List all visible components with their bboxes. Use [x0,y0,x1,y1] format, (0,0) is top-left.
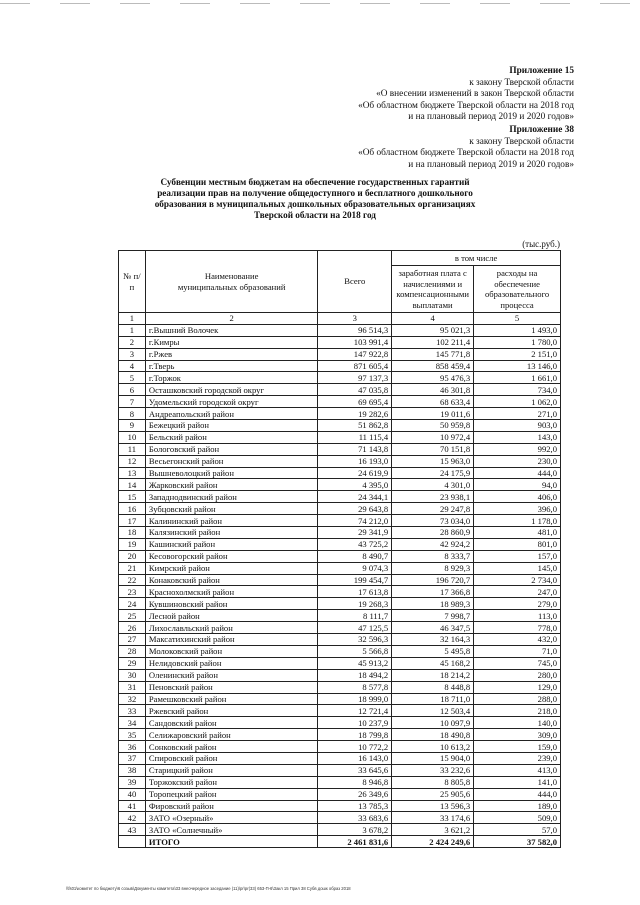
expenses-amount: 159,0 [474,741,561,753]
total-amount: 5 566,8 [318,645,392,657]
municipality-name: Молоковский район [145,645,318,657]
file-path-footer: \\fs01\комитет по бюджету\6 созыв\Документы комитета\33 внеочередное заседание (11)\pr\pr(33) 653-П-6\Закл 15 Прил 38 Субв дошк образ 2018 [66,886,351,891]
salary-amount: 18 490,8 [392,729,474,741]
header-salary: заработная плата с начислениями и компенсационными выплатами [392,266,474,313]
total-amount: 26 349,6 [318,788,392,800]
salary-amount: 8 333,7 [392,550,474,562]
municipality-name: Лихославльский район [145,622,318,634]
table-row [119,336,561,348]
expenses-amount: 1 178,0 [474,515,561,527]
appendix-line: «Об областном бюджете Тверской области на 2018 год [358,100,574,111]
total-amount: 8 490,7 [318,550,392,562]
total-amount: 16 143,0 [318,752,392,764]
col-number: 2 [145,313,318,325]
row-number: 27 [119,634,146,646]
table-row [119,717,561,729]
row-number: 36 [119,741,146,753]
municipality-name: Кесовогорский район [145,550,318,562]
salary-amount: 102 211,4 [392,336,474,348]
total-amount: 47 035,8 [318,384,392,396]
expenses-amount: 745,0 [474,657,561,669]
table-row [119,408,561,420]
municipality-name: Рамешковский район [145,693,318,705]
salary-amount: 10 613,2 [392,741,474,753]
municipality-name: Весьегонский район [145,455,318,467]
document-title: Субвенции местным бюджетам на обеспечение государственных гарантий реализации прав на получение общедоступного и бесплатного дошкольного образования в муниципальных дошкольных образовательных организациях Тверской области на 2018 год [154,177,476,220]
expenses-amount: 2 151,0 [474,348,561,360]
appendix-38-header [358,125,574,171]
row-number: 18 [119,527,146,539]
municipality-name: Пеновский район [145,681,318,693]
table-row [119,800,561,812]
salary-amount: 18 214,2 [392,669,474,681]
total-amount: 71 143,8 [318,443,392,455]
total-amount: 18 799,8 [318,729,392,741]
salary-amount: 7 998,7 [392,610,474,622]
salary-amount: 24 175,9 [392,467,474,479]
municipality-name: Осташковский городской округ [145,384,318,396]
expenses-amount: 1 493,0 [474,324,561,336]
row-number: 6 [119,384,146,396]
table-row [119,634,561,646]
appendix-heading: Приложение 15 [509,66,574,76]
table-row [119,503,561,515]
row-number: 29 [119,657,146,669]
table-row [119,645,561,657]
row-number: 33 [119,705,146,717]
salary-amount: 70 151,8 [392,443,474,455]
total-salary: 2 424 249,6 [392,836,474,848]
total-amount: 24 619,9 [318,467,392,479]
appendix-line: к закону Тверской области [469,77,574,88]
expenses-amount: 1 780,0 [474,336,561,348]
row-number: 1 [119,324,146,336]
salary-amount: 8 448,8 [392,681,474,693]
table-row [119,455,561,467]
table-row [119,372,561,384]
total-amount: 18 999,0 [318,693,392,705]
total-amount: 16 193,0 [318,455,392,467]
row-number: 43 [119,824,146,836]
total-num [119,836,146,848]
appendix-line: и на плановый период 2019 и 2020 годов» [408,112,574,123]
row-number: 32 [119,693,146,705]
total-amount: 74 212,0 [318,515,392,527]
municipality-name: Калязинский район [145,527,318,539]
table-row [119,824,561,836]
expenses-amount: 444,0 [474,467,561,479]
total-amount: 43 725,2 [318,538,392,550]
total-label: ИТОГО [145,836,318,848]
row-number: 2 [119,336,146,348]
table-row [119,527,561,539]
total-row [119,836,561,848]
total-amount: 8 577,8 [318,681,392,693]
row-number: 11 [119,443,146,455]
appendix-line: «О внесении изменений в закон Тверской области [376,89,574,100]
expenses-amount: 218,0 [474,705,561,717]
total-amount: 18 494,2 [318,669,392,681]
row-number: 17 [119,515,146,527]
row-number: 40 [119,788,146,800]
total-amount: 33 683,6 [318,812,392,824]
row-number: 19 [119,538,146,550]
table-row [119,443,561,455]
salary-amount: 46 301,8 [392,384,474,396]
total-amount: 17 613,8 [318,586,392,598]
total-amount: 29 643,8 [318,503,392,515]
expenses-amount: 903,0 [474,420,561,432]
table-row [119,657,561,669]
row-number: 12 [119,455,146,467]
municipality-name: Максатихинский район [145,634,318,646]
row-number: 22 [119,574,146,586]
expenses-amount: 432,0 [474,634,561,646]
total-amount: 29 341,9 [318,527,392,539]
expenses-amount: 271,0 [474,408,561,420]
table-row [119,431,561,443]
salary-amount: 12 503,4 [392,705,474,717]
table-row [119,538,561,550]
municipality-name: Оленинский район [145,669,318,681]
salary-amount: 50 959,8 [392,420,474,432]
header-including: в том числе [392,251,561,266]
header-total: Всего [318,251,392,313]
total-amount: 103 991,4 [318,336,392,348]
total-amount: 33 645,6 [318,764,392,776]
table-row [119,562,561,574]
municipality-name: Спировский район [145,752,318,764]
municipality-name: Вышневолоцкий район [145,467,318,479]
table-row [119,384,561,396]
header-name: Наименование муниципальных образований [145,251,318,313]
total-expenses: 37 582,0 [474,836,561,848]
expenses-amount: 279,0 [474,598,561,610]
row-number: 24 [119,598,146,610]
salary-amount: 4 301,0 [392,479,474,491]
header-num: № п/п [119,251,146,313]
row-number: 41 [119,800,146,812]
row-number: 13 [119,467,146,479]
row-number: 30 [119,669,146,681]
salary-amount: 3 621,2 [392,824,474,836]
municipality-name: Конаковский район [145,574,318,586]
table-row [119,360,561,372]
total-amount: 12 721,4 [318,705,392,717]
municipality-name: Торопецкий район [145,788,318,800]
municipality-name: Селижаровский район [145,729,318,741]
row-number: 42 [119,812,146,824]
table-row [119,669,561,681]
municipality-name: Зубцовский район [145,503,318,515]
salary-amount: 19 011,6 [392,408,474,420]
municipality-name: Бежецкий район [145,420,318,432]
salary-amount: 196 720,7 [392,574,474,586]
expenses-amount: 247,0 [474,586,561,598]
municipality-name: г.Кимры [145,336,318,348]
row-number: 10 [119,431,146,443]
row-number: 15 [119,491,146,503]
total-amount: 2 461 831,6 [318,836,392,848]
salary-amount: 10 972,4 [392,431,474,443]
total-amount: 871 605,4 [318,360,392,372]
table-row [119,610,561,622]
total-amount: 47 125,5 [318,622,392,634]
salary-amount: 8 805,8 [392,776,474,788]
salary-amount: 32 164,3 [392,634,474,646]
row-number: 38 [119,764,146,776]
municipality-name: Нелидовский район [145,657,318,669]
table-row [119,812,561,824]
row-number: 23 [119,586,146,598]
salary-amount: 46 347,5 [392,622,474,634]
salary-amount: 28 860,9 [392,527,474,539]
municipality-name: Андреапольский район [145,408,318,420]
expenses-amount: 143,0 [474,431,561,443]
table-row [119,693,561,705]
expenses-amount: 157,0 [474,550,561,562]
salary-amount: 5 495,8 [392,645,474,657]
municipality-name: ЗАТО «Солнечный» [145,824,318,836]
salary-amount: 18 989,3 [392,598,474,610]
salary-amount: 95 021,3 [392,324,474,336]
municipality-name: Кашинский район [145,538,318,550]
salary-amount: 33 232,6 [392,764,474,776]
municipality-name: г.Тверь [145,360,318,372]
header-expenses: расходы на обеспечение образовательного процесса [474,266,561,313]
row-number: 5 [119,372,146,384]
salary-amount: 13 596,3 [392,800,474,812]
table-row [119,479,561,491]
expenses-amount: 1 062,0 [474,396,561,408]
row-number: 4 [119,360,146,372]
table-row [119,467,561,479]
expenses-amount: 406,0 [474,491,561,503]
row-number: 37 [119,752,146,764]
expenses-amount: 801,0 [474,538,561,550]
salary-amount: 45 168,2 [392,657,474,669]
salary-amount: 68 633,4 [392,396,474,408]
municipality-name: г.Вышний Волочек [145,324,318,336]
total-amount: 19 268,3 [318,598,392,610]
expenses-amount: 189,0 [474,800,561,812]
expenses-amount: 13 146,0 [474,360,561,372]
salary-amount: 145 771,8 [392,348,474,360]
expenses-amount: 94,0 [474,479,561,491]
salary-amount: 858 459,4 [392,360,474,372]
total-amount: 3 678,2 [318,824,392,836]
col-number: 5 [474,313,561,325]
row-number: 8 [119,408,146,420]
expenses-amount: 309,0 [474,729,561,741]
table-row [119,396,561,408]
municipality-name: Западнодвинский район [145,491,318,503]
table-row [119,491,561,503]
row-number: 3 [119,348,146,360]
table-row [119,420,561,432]
salary-amount: 15 904,0 [392,752,474,764]
expenses-amount: 288,0 [474,693,561,705]
expenses-amount: 140,0 [474,717,561,729]
total-amount: 199 454,7 [318,574,392,586]
salary-amount: 8 929,3 [392,562,474,574]
row-number: 25 [119,610,146,622]
total-amount: 147 922,8 [318,348,392,360]
total-amount: 97 137,3 [318,372,392,384]
expenses-amount: 413,0 [474,764,561,776]
municipality-name: Жарковский район [145,479,318,491]
municipality-name: г.Торжок [145,372,318,384]
salary-amount: 73 034,0 [392,515,474,527]
row-number: 31 [119,681,146,693]
municipality-name: Лесной район [145,610,318,622]
total-amount: 9 074,3 [318,562,392,574]
salary-amount: 25 905,6 [392,788,474,800]
salary-amount: 10 097,9 [392,717,474,729]
expenses-amount: 141,0 [474,776,561,788]
table-row [119,729,561,741]
total-amount: 8 111,7 [318,610,392,622]
salary-amount: 23 938,1 [392,491,474,503]
total-amount: 96 514,3 [318,324,392,336]
total-amount: 10 772,2 [318,741,392,753]
table-row [119,681,561,693]
salary-amount: 95 476,3 [392,372,474,384]
table-row [119,622,561,634]
table-row [119,574,561,586]
municipality-name: Сандовский район [145,717,318,729]
expenses-amount: 1 661,0 [474,372,561,384]
expenses-amount: 129,0 [474,681,561,693]
scan-edge-line [0,3,640,4]
expenses-amount: 71,0 [474,645,561,657]
total-amount: 11 115,4 [318,431,392,443]
table-row [119,776,561,788]
row-number: 21 [119,562,146,574]
table-row [119,598,561,610]
table-row [119,550,561,562]
expenses-amount: 2 734,0 [474,574,561,586]
municipality-name: Фировский район [145,800,318,812]
table-row [119,752,561,764]
row-number: 39 [119,776,146,788]
col-number: 4 [392,313,474,325]
municipality-name: Бологовский район [145,443,318,455]
table-row [119,788,561,800]
col-number: 1 [119,313,146,325]
total-amount: 69 695,4 [318,396,392,408]
expenses-amount: 396,0 [474,503,561,515]
row-number: 14 [119,479,146,491]
municipality-name: ЗАТО «Озерный» [145,812,318,824]
row-number: 34 [119,717,146,729]
salary-amount: 29 247,8 [392,503,474,515]
municipality-name: Старицкий район [145,764,318,776]
row-number: 28 [119,645,146,657]
salary-amount: 33 174,6 [392,812,474,824]
total-amount: 8 946,8 [318,776,392,788]
municipality-name: Кимрский район [145,562,318,574]
municipality-name: Кувшиновский район [145,598,318,610]
total-amount: 24 344,1 [318,491,392,503]
salary-amount: 18 711,0 [392,693,474,705]
municipality-name: Калининский район [145,515,318,527]
row-number: 9 [119,420,146,432]
municipality-name: Бельский район [145,431,318,443]
appendix-heading: Приложение 38 [509,125,574,135]
row-number: 16 [119,503,146,515]
total-amount: 19 282,6 [318,408,392,420]
municipality-name: Сонковский район [145,741,318,753]
table-row [119,705,561,717]
salary-amount: 15 963,0 [392,455,474,467]
total-amount: 4 395,0 [318,479,392,491]
table-row [119,348,561,360]
appendix-line: «Об областном бюджете Тверской области на 2018 год [358,148,574,159]
appendix-15-header [358,66,574,124]
total-amount: 51 862,8 [318,420,392,432]
total-amount: 10 237,9 [318,717,392,729]
total-amount: 13 785,3 [318,800,392,812]
table-row [119,324,561,336]
municipality-name: Торжокский район [145,776,318,788]
row-number: 26 [119,622,146,634]
expenses-amount: 145,0 [474,562,561,574]
col-number: 3 [318,313,392,325]
expenses-amount: 509,0 [474,812,561,824]
expenses-amount: 734,0 [474,384,561,396]
unit-label: (тыс.руб.) [522,239,560,249]
expenses-amount: 113,0 [474,610,561,622]
table-row [119,764,561,776]
expenses-amount: 57,0 [474,824,561,836]
row-number: 20 [119,550,146,562]
expenses-amount: 280,0 [474,669,561,681]
table-row [119,586,561,598]
municipality-name: г.Ржев [145,348,318,360]
salary-amount: 17 366,8 [392,586,474,598]
expenses-amount: 444,0 [474,788,561,800]
expenses-amount: 239,0 [474,752,561,764]
subventions-table [118,250,561,848]
total-amount: 32 596,3 [318,634,392,646]
expenses-amount: 778,0 [474,622,561,634]
expenses-amount: 992,0 [474,443,561,455]
total-amount: 45 913,2 [318,657,392,669]
salary-amount: 42 924,2 [392,538,474,550]
table-row [119,741,561,753]
row-number: 35 [119,729,146,741]
expenses-amount: 481,0 [474,527,561,539]
expenses-amount: 230,0 [474,455,561,467]
municipality-name: Краснохолмский район [145,586,318,598]
appendix-line: к закону Тверской области [469,136,574,147]
municipality-name: Ржевский район [145,705,318,717]
municipality-name: Удомельский городской округ [145,396,318,408]
table-row [119,515,561,527]
appendix-line: и на плановый период 2019 и 2020 годов» [408,159,574,170]
row-number: 7 [119,396,146,408]
